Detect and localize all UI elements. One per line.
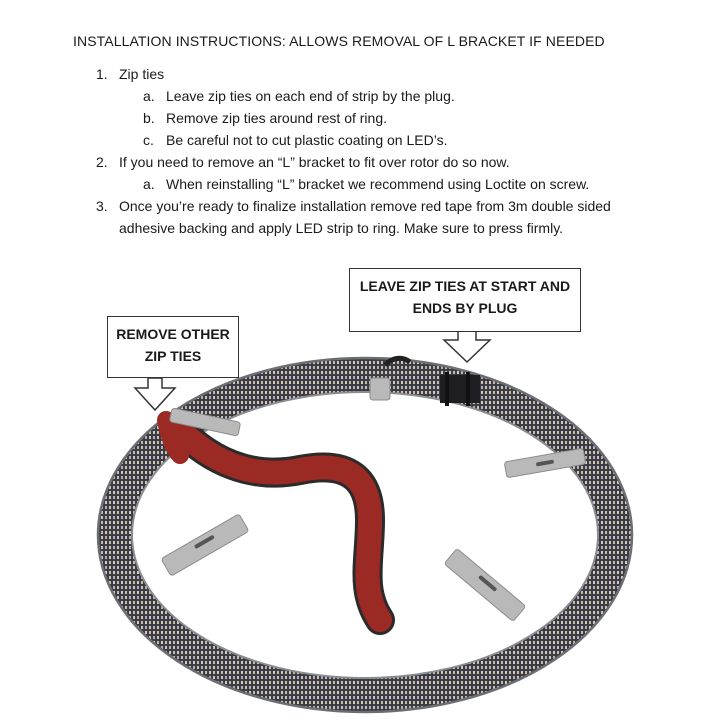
step-3-text-line1: Once you’re ready to finalize installation remove red tape from 3m double sided	[119, 198, 611, 214]
step-1b-letter: b.	[143, 110, 155, 126]
step-1-number: 1.	[96, 66, 108, 82]
zip-tie-icon	[445, 372, 449, 406]
callout-right-arrow	[444, 330, 490, 362]
callout-right-line1: LEAVE ZIP TIES AT START AND	[359, 278, 571, 294]
step-2-number: 2.	[96, 154, 108, 170]
page-title: INSTALLATION INSTRUCTIONS: ALLOWS REMOVAL OF L BRACKET IF NEEDED	[73, 33, 605, 49]
callout-leave-zip-ties	[349, 268, 581, 332]
step-2-text: If you need to remove an “L” bracket to fit over rotor do so now.	[119, 154, 510, 170]
l-bracket-left	[161, 514, 249, 576]
step-1a-text: Leave zip ties on each end of strip by the plug.	[166, 88, 455, 104]
step-1a-letter: a.	[143, 88, 155, 104]
callout-left-line1: REMOVE OTHER	[116, 326, 230, 342]
callout-remove-zip-ties	[107, 316, 239, 378]
step-1c-text: Be careful not to cut plastic coating on LED’s.	[166, 132, 448, 148]
step-2a-text: When reinstalling “L” bracket we recommend using Loctite on screw.	[166, 176, 590, 192]
callout-left-line2: ZIP TIES	[144, 348, 202, 364]
l-bracket-bottom-right	[444, 548, 526, 621]
step-2a-letter: a.	[143, 176, 155, 192]
callout-left-arrow	[135, 378, 175, 410]
step-1c-letter: c.	[143, 132, 154, 148]
zip-tie-icon	[466, 372, 470, 406]
step-1b-text: Remove zip ties around rest of ring.	[166, 110, 387, 126]
step-3-text-line2: adhesive backing and apply LED strip to ring. Make sure to press firmly.	[119, 220, 564, 236]
callout-right-line2: ENDS BY PLUG	[412, 300, 518, 316]
step-3-number: 3.	[96, 198, 108, 214]
l-bracket-top	[370, 378, 390, 400]
step-1-text: Zip ties	[119, 66, 165, 82]
